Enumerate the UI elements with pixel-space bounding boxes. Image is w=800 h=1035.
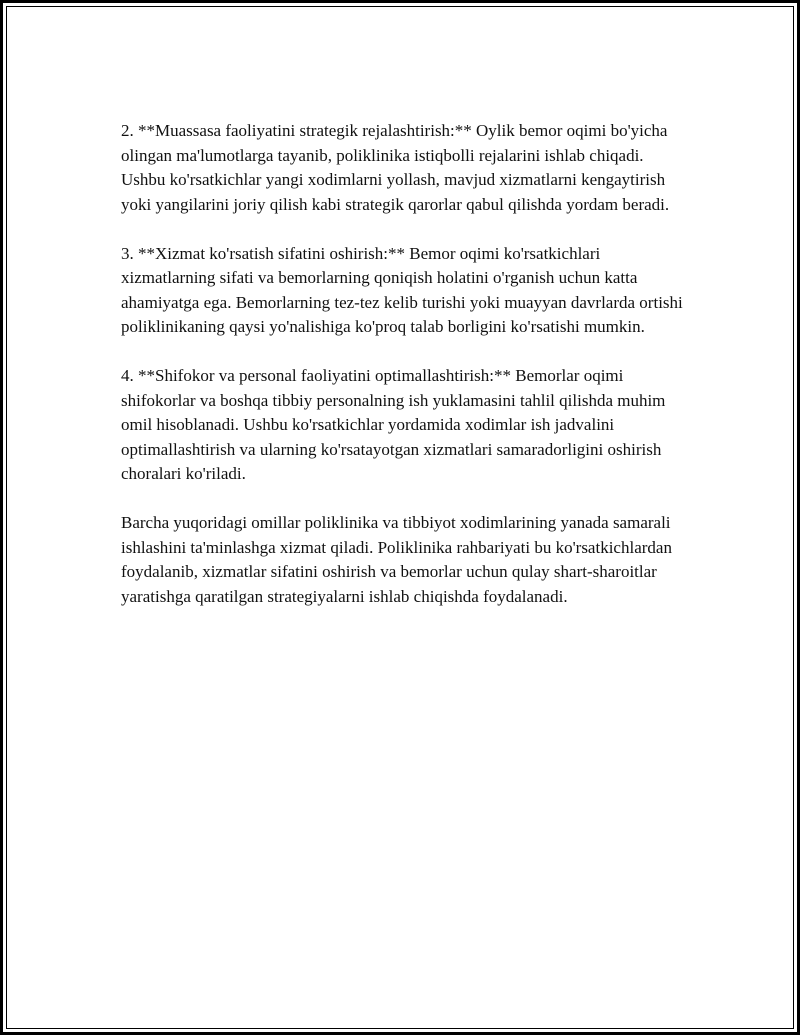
- document-body: [121, 119, 691, 634]
- paragraph-service-quality: 3. **Xizmat ko'rsatish sifatini oshirish:** Bemor oqimi ko'rsatkichlari xizmatlarning sifati va bemorlarning qoniqish holatini o'rganish uchun katta ahamiyatga ega. Bemorlarning tez-tez kelib turishi yoki muayyan davrlarda ortishi poliklinikaning qaysi yo'nalishiga ko'proq talab borligini ko'rsatishi mumkin.: [121, 243, 683, 336]
- paragraph-strategic-planning: 2. **Muassasa faoliyatini strategik rejalashtirish:** Oylik bemor oqimi bo'yicha olingan ma'lumotlarga tayanib, poliklinika istiqbolli rejalarini ishlab chiqadi. Ushbu ko'rsatkichlar yangi xodimlarni yollash, mavjud xizmatlarni kengaytirish yoki yangilarini joriy qilish kabi strategik qarorlar qabul qilishda yordam beradi.: [121, 121, 670, 214]
- paragraph-conclusion: Barcha yuqoridagi omillar poliklinika va tibbiyot xodimlarining yanada samarali ishlashini ta'minlashga xizmat qiladi. Poliklinika rahbariyati bu ko'rsatkichlardan foydalanib, xizmatlar sifatini oshirish va bemorlar uchun qulay shart-sharoitlar yaratishga qaratilgan strategiyalarni ishlab chiqishda foydalanadi.: [121, 513, 672, 606]
- paragraph-staff-optimization: 4. **Shifokor va personal faoliyatini optimallashtirish:** Bemorlar oqimi shifokorlar va boshqa tibbiy personalning ish yuklamasini tahlil qilishda muhim omil hisoblanadi. Ushbu ko'rsatkichlar yordamida xodimlar ish jadvalini optimallashtirish va ularning ko'rsatayotgan xizmatlari samaradorligini oshirish choralari ko'riladi.: [121, 366, 666, 483]
